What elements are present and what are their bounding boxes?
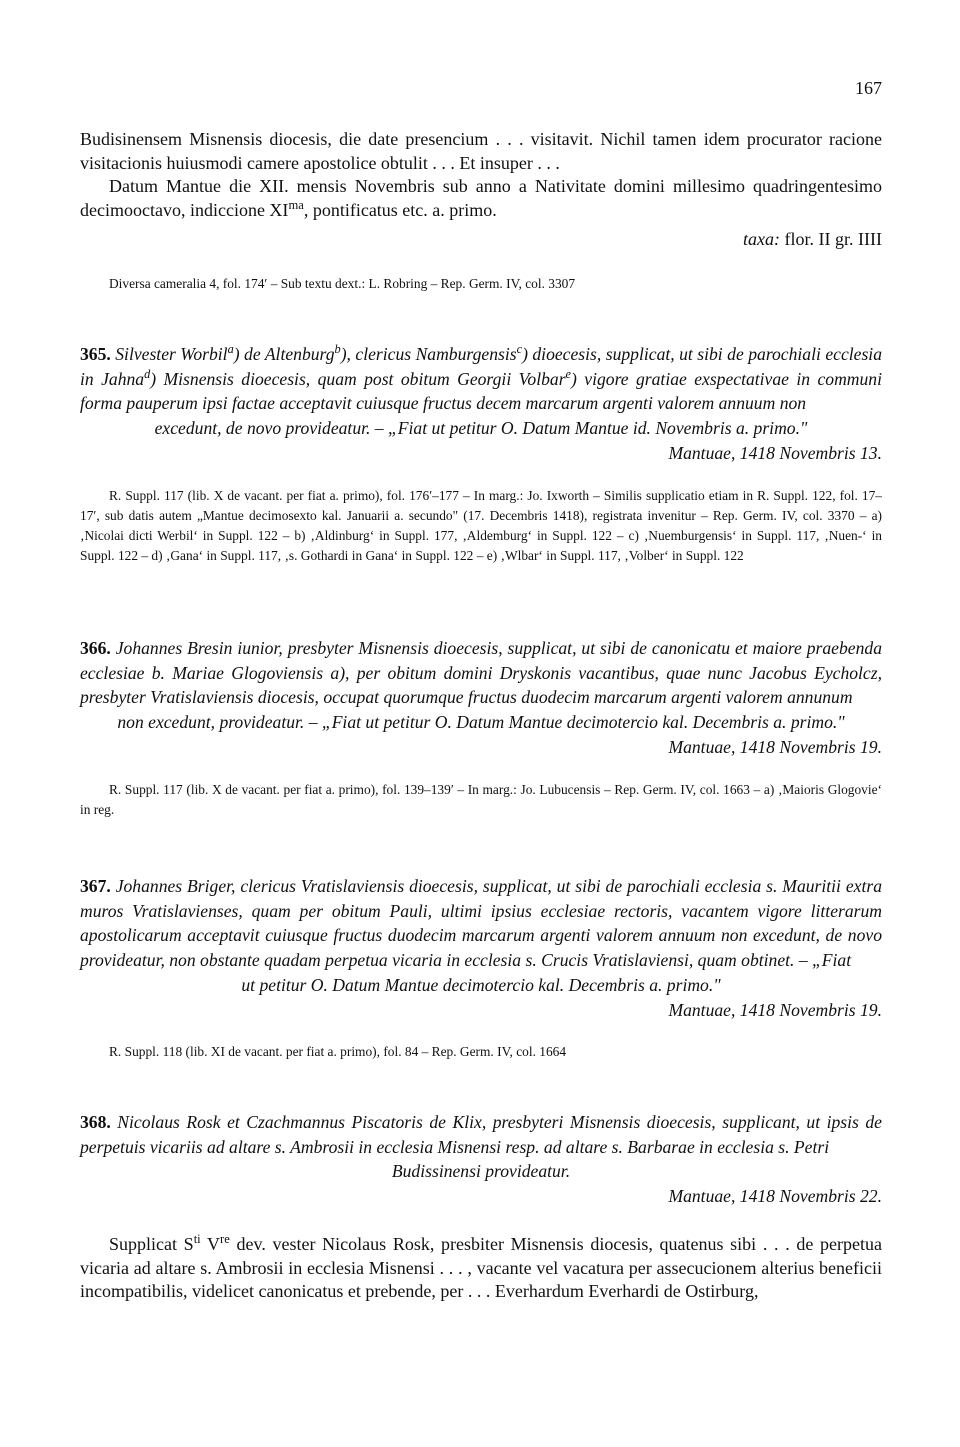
intro-note: Diversa cameralia 4, fol. 174′ – Sub textu dext.: L. Robring – Rep. Germ. IV, col. 3307 [109,276,576,291]
entry-367-note: R. Suppl. 118 (lib. XI de vacant. per fiat a. primo), fol. 84 – Rep. Germ. IV, col. 1664 [109,1044,567,1059]
entry-last-line: ut petitur O. Datum Mantue decimotercio kal. Decembris a. primo." [241,974,721,995]
intro-datum-line: Datum Mantue die XII. mensis Novembris sub anno a Nativitate domini millesimo quadringentesimo decimooctavo, indiccione $XI^{ma}$, pontificatus etc. a. primo. [80,176,882,220]
entry-366-note: R. Suppl. 117 (lib. X de vacant. per fiat a. primo), fol. 139–139′ – In marg.: Jo. Lubucensis – Rep. Germ. IV, col. 1663 – a) ‚Maioris Glogovie‘ in reg. [80,782,882,817]
entry-text: 366. Johannes Bresin iunior, presbyter Misnensis dioecesis, supplicat, ut sibi de canonicatu et maiore praebenda ecclesiae b. Mariae Glogoviensis a), per obitum domini Dryskonis vacantibus, quae nunc Jacobus Eycholcz, presbyter Vratislaviensis diocesis, occupat quorumque fructus duodecim marcarum argenti valorem annunum [80,638,882,708]
entry-text: 367. Johannes Briger, clericus Vratislaviensis dioecesis, supplicat, ut sibi de parochiali ecclesia s. Mauritii extra muros Vratislavienses, quam per obitum Pauli, ultimi ipsius ecclesiae rectoris, vacantem vigore litterarum apostolicarum acceptavit cuiusque fructus duodecim marcarum argenti valorem annuum non excedunt, de novo provideatur, non obstante quadam perpetua vicaria in ecclesia s. Crucis Vratislaviensi, quam obtinet. – „Fiat [80,876,882,971]
entry-last-line: non excedunt, provideatur. – „Fiat ut petitur O. Datum Mantue decimotercio kal. Decembris a. primo." [117,712,845,733]
entry-last-line: Budissinensi provideatur. [391,1161,571,1182]
entry-365-note: R. Suppl. 117 (lib. X de vacant. per fiat a. primo), fol. 176′–177 – In marg.: Jo. Ixworth – Similis supplicatio etiam in R. Suppl. 122, fol. 17–17′, sub datis autem „Mantue decimosexto kal. Januarii a. secundo" (17. Decembris 1418), registrata invenitur – Rep. Germ. IV, col. 3370 – a) ‚Nicolai dicti Werbil‘ in Suppl. 122 – b) ‚Aldinburg‘ in Suppl. 177, ‚Aldemburg‘ in Suppl. 122 – c) ‚Nuemburgensis‘ in Suppl. 117, ‚Nuen-‘ in Suppl. 122 – d) ‚Gana‘ in Suppl. 117, ‚s. Gothardi in Gana‘ in Suppl. 122 – e) ‚Wlbar‘ in Suppl. 117, ‚Volber‘ in Suppl. 122 [80,488,882,563]
entry-text: 368. Nicolaus Rosk et Czachmannus Piscatoris de Klix, presbyteri Misnensis dioecesis, supplicant, ut ipsis de perpetuis vicariis ad altare s. Ambrosii in ecclesia Misnensi resp. ad altare s. Barbarae in ecclesia s. Petri [80,1112,882,1157]
entry-367 [80,874,882,1022]
entry-date: Mantuae, 1418 Novembris 22. [668,1186,882,1207]
taxa-line: taxa: flor. II gr. IIII [743,229,882,249]
entry-368 [80,1110,882,1209]
entry-date: Mantuae, 1418 Novembris 19. [668,999,882,1020]
intro-line: Budisinensem Misnensis diocesis, die date presencium . . . visitavit. Nichil tamen idem procurator racione visitacionis huiusmodi camere apostolice obtulit . . . Et insuper . . . [80,129,882,173]
intro-paragraph [80,128,882,252]
entry-365 [80,342,882,466]
final-paragraph: Supplicat $S^{ti}$ Vre dev. vester Nicolaus Rosk, presbiter Misnensis diocesis, quatenus sibi . . . de perpetua vicaria ad altare s. Ambrosii in ecclesia Misnensi . . . , vacante vel vacatura per assecucionem alterius beneficii incompatibilis, videlicet canonicatus et prebende, per . . . Everhardum Everhardi de Ostirburg, [80,1232,882,1301]
entry-text: 365. Silvester Worbil$^a$) de Altenburg$^b$), clericus Namburgensis$^c$) dioecesis, supplicat, ut sibi de parochiali ecclesia in Jahna$^d$) Misnensis dioecesis, quam post obitum Georgii Volbar$^e$) vigore gratiae exspectativae in communi forma pauperum ipsi factae acceptavit cuiusque fructus decem marcarum argenti valorem annuum non [80,342,882,414]
page-number: 167 [855,78,882,98]
entry-date: Mantuae, 1418 Novembris 13. [668,442,882,463]
entry-last-line: excedunt, de novo provideatur. – „Fiat ut petitur O. Datum Mantue id. Novembris a. primo." [154,418,808,439]
entry-366 [80,636,882,760]
entry-date: Mantuae, 1418 Novembris 19. [668,736,882,757]
